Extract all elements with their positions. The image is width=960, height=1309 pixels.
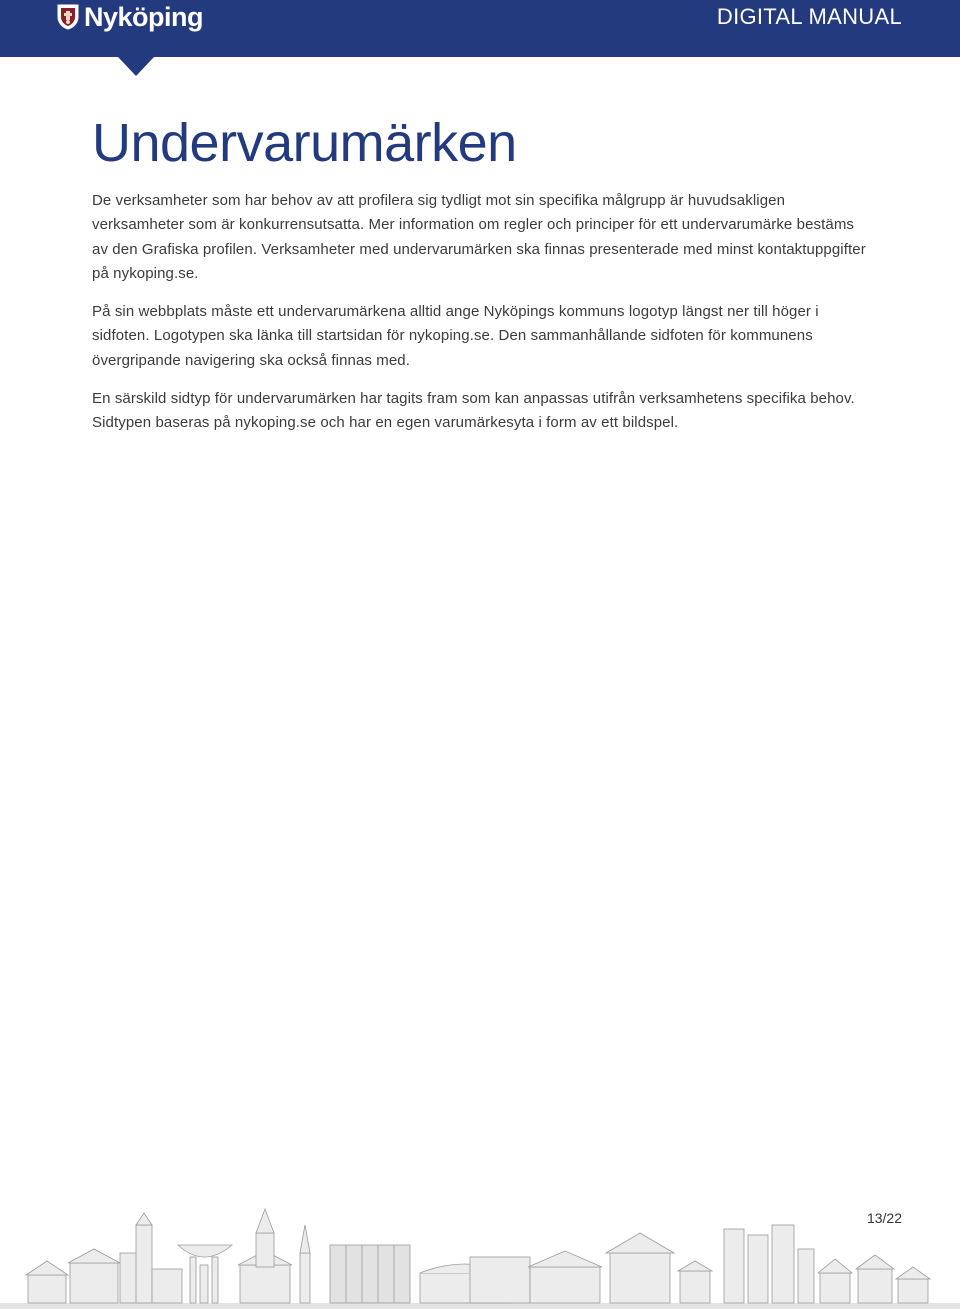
top-banner	[0, 0, 960, 57]
page-number: 13/22	[866, 1210, 902, 1226]
manual-title: DIGITAL MANUAL	[716, 4, 902, 29]
page-title: Undervarumärken	[92, 113, 517, 173]
coat-of-arms-icon	[57, 4, 79, 30]
paragraph-1: De verksamheter som har behov av att profilera sig tydligt mot sin specifika målgrupp är huvudsakligen verksamheter som är konkurrensutsatta. Mer information om regler och principer för ett undervarumärke bestäms av den Grafiska profilen. Verksamheter med undervarumärken ska finnas presenterade med minst kontaktuppgifter på nykoping.se.	[92, 192, 866, 282]
nykoping-logo[interactable]	[57, 2, 203, 32]
paragraph-2: På sin webbplats måste ett undervarumärkena alltid ange Nyköpings kommuns logotyp längst ner till höger i sidfoten. Logotypen ska länka till startsidan för nykoping.se. Den sammanhållande sidfoten för kommunens övergripande navigering ska också finnas med.	[92, 303, 819, 369]
header-pointer	[118, 57, 154, 76]
logo-text: Nyköping	[84, 1, 204, 32]
town-skyline-illustration	[0, 1205, 960, 1309]
body-text	[92, 189, 872, 450]
paragraph-3: En särskild sidtyp för undervarumärken har tagits fram som kan anpassas utifrån verksamhetens specifika behov. Sidtypen baseras på nykoping.se och har en egen varumärkesyta i form av ett bildspel.	[92, 390, 855, 432]
